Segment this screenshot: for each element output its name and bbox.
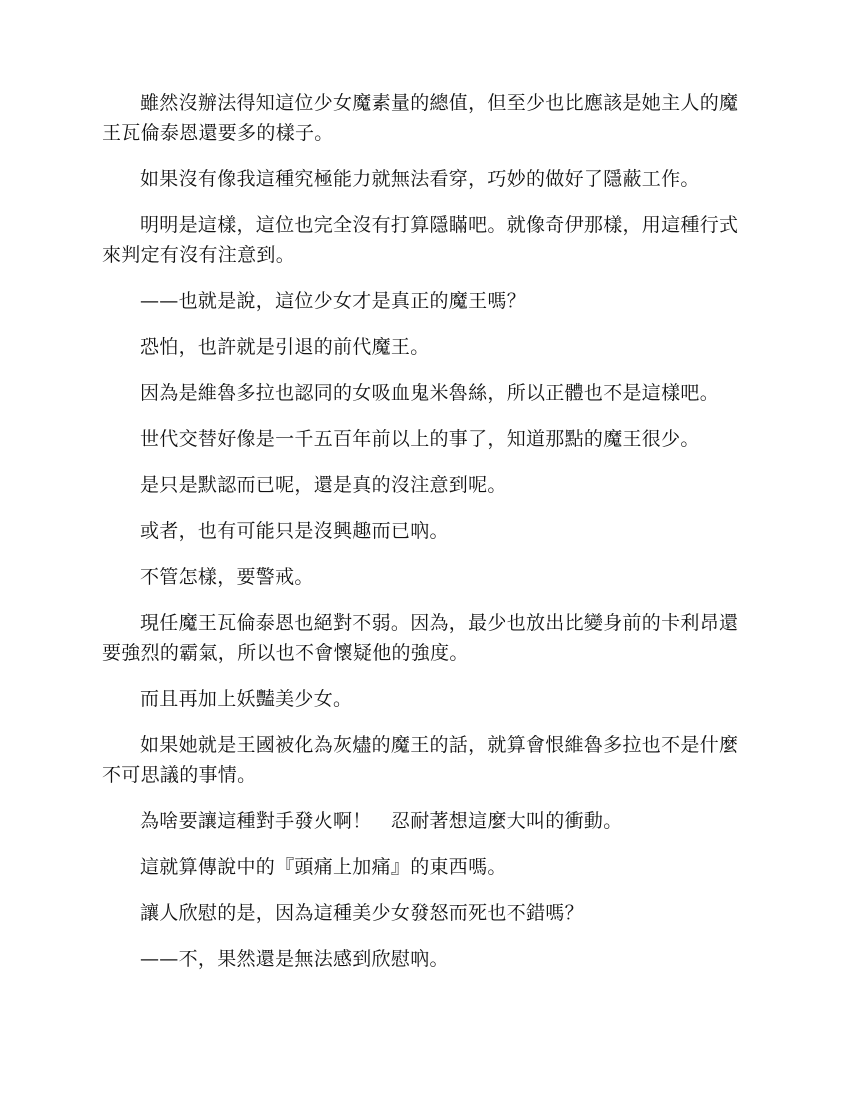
paragraph: 明明是這樣，這位也完全沒有打算隱瞞吧。就像奇伊那樣，用這種行式來判定有沒有注意到。	[102, 214, 739, 266]
paragraph: 讓人欣慰的是，因為這種美少女發怒而死也不錯嗎？	[140, 902, 584, 924]
paragraph: 是只是默認而已呢，還是真的沒注意到呢。	[140, 474, 507, 496]
paragraph: 或者，也有可能只是沒興趣而已吶。	[140, 520, 449, 542]
paragraph: 而且再加上妖豔美少女。	[140, 688, 353, 710]
paragraph: 這就算傳說中的『頭痛上加痛』的東西嗎。	[140, 856, 507, 878]
document-page	[102, 88, 748, 990]
paragraph: 世代交替好像是一千五百年前以上的事了，知道那點的魔王很少。	[140, 428, 700, 450]
paragraph: 為啥要讓這種對手發火啊！ 忍耐著想這麼大叫的衝動。	[140, 810, 623, 832]
paragraph: 現任魔王瓦倫泰恩也絕對不弱。因為，最少也放出比變身前的卡利昂還要強烈的霸氣，所以也不會懷疑他的強度。	[102, 612, 739, 664]
paragraph: 如果她就是王國被化為灰燼的魔王的話，就算會恨維魯多拉也不是什麼不可思議的事情。	[102, 734, 739, 786]
paragraph: 因為是維魯多拉也認同的女吸血鬼米魯絲，所以正體也不是這樣吧。	[140, 382, 720, 404]
paragraph: 不管怎樣，要警戒。	[140, 566, 314, 588]
paragraph: ——也就是說，這位少女才是真正的魔王嗎？	[140, 290, 527, 312]
paragraph: ——不，果然還是無法感到欣慰吶。	[140, 948, 449, 970]
paragraph: 如果沒有像我這種究極能力就無法看穿，巧妙的做好了隱蔽工作。	[140, 168, 700, 190]
paragraph: 雖然沒辦法得知這位少女魔素量的總值，但至少也比應該是她主人的魔王瓦倫泰恩還要多的樣子。	[102, 92, 739, 144]
paragraph: 恐怕，也許就是引退的前代魔王。	[140, 336, 430, 358]
